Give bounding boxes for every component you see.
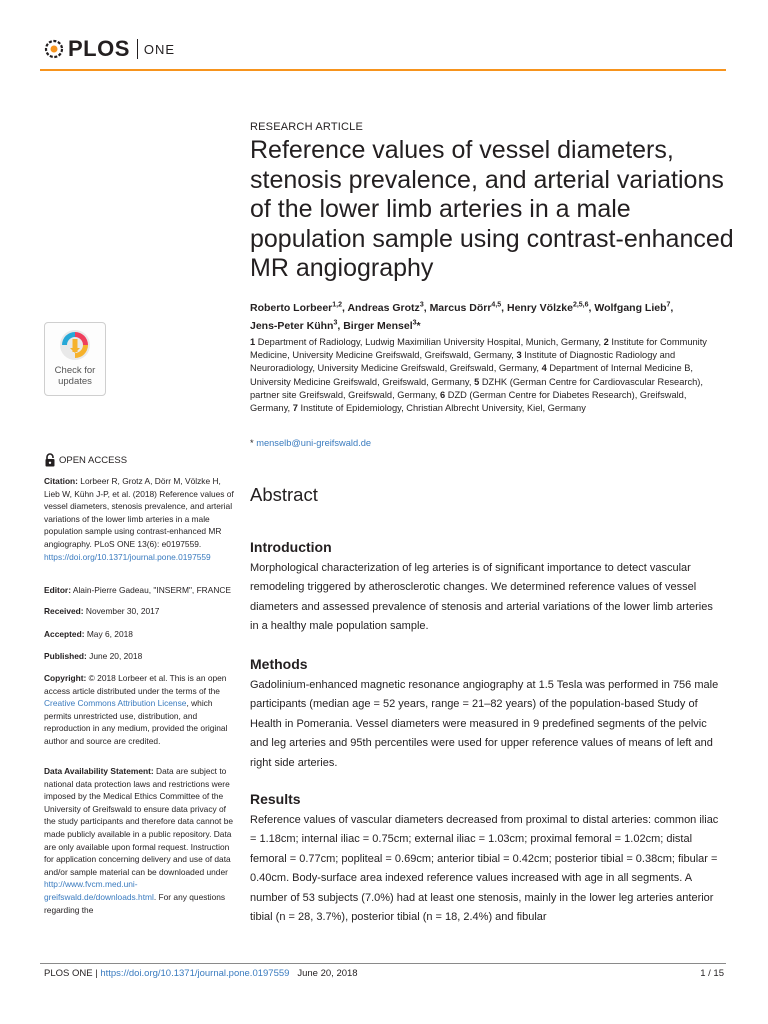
- author[interactable]: Henry Völzke$^{2,5,6}$,: [507, 301, 595, 314]
- author[interactable]: Jens-Peter Kühn$^3$,: [250, 319, 344, 332]
- author[interactable]: Wolfgang Lieb$^7$,: [594, 301, 674, 314]
- data-availability: Data Availability Statement: Data are subject to national data protection laws and restrictions were imposed by the Medical Ethics Committee of the University of Greifswald to ensure data privacy of the study participants and therefore data cannot be made publicly available in a public repository. Data are only available upon formal request. Instruction for application concerning delivery and use of data and/or sample material can be downloaded under http://www.fvcm.med.uni-greifswald.de/downloads.html. For any questions regarding the: [44, 766, 234, 915]
- author[interactable]: Marcus Dörr$^{4,5}$,: [429, 301, 507, 314]
- section-text-methods: Gadolinium-enhanced magnetic resonance angiography at 1.5 Tesla was performed in 756 male participants (median age = 52 years, range = 21–82 years) of the population-based Study of Health in Pomerania. Vessel diameters were measured in 9 predefined segments of the pelvic and leg arteries and 95th percentiles were used for upper reference values of means of left and right side arteries.: [250, 679, 719, 769]
- footer-separator: |: [95, 968, 98, 979]
- page-number: 1 / 15: [700, 968, 724, 979]
- author-list: [250, 297, 720, 334]
- published-date: Published: June 20, 2018: [44, 651, 143, 661]
- page-footer: [44, 968, 358, 979]
- author[interactable]: Roberto Lorbeer$^{1,2}$,: [250, 301, 348, 314]
- license-link[interactable]: Creative Commons Attribution License: [44, 698, 187, 709]
- author[interactable]: Birger Mensel$^3$*: [343, 319, 421, 332]
- citation: Citation: Lorbeer R, Grotz A, Dörr M, Völzke H, Lieb W, Kühn J-P, et al. (2018) Reference values of vessel diameters, stenosis prevalence, and arterial variations of the lower limb arteries in a male population sample using contrast-enhanced MR angiography. PLoS ONE 13(6): e0197559. https://doi.org/10.1371/journal.pone.0197559: [44, 476, 234, 562]
- section-heading-introduction: Introduction: [250, 539, 332, 555]
- footer-date: June 20, 2018: [297, 968, 358, 979]
- open-access: [44, 453, 127, 467]
- accepted-date: Accepted: May 6, 2018: [44, 629, 133, 639]
- logo-subtitle: ONE: [143, 41, 176, 57]
- journal-logo[interactable]: [42, 36, 175, 62]
- section-heading-methods: Methods: [250, 656, 308, 672]
- received-date: Received: November 30, 2017: [44, 606, 160, 616]
- article-title: Reference values of vessel diameters, stenosis prevalence, and arterial variations of the lower limb arteries in a male population sample using contrast-enhanced MR angiography: [250, 136, 734, 282]
- header-rule: [40, 69, 726, 71]
- footer-doi-link[interactable]: https://doi.org/10.1371/journal.pone.0197559: [100, 968, 290, 979]
- plos-logo-icon: [42, 37, 66, 61]
- crossmark-icon: [59, 329, 91, 361]
- corresponding-star: *: [250, 438, 254, 448]
- logo-divider: [137, 39, 138, 59]
- logo-word: PLOS: [68, 36, 130, 61]
- author[interactable]: Andreas Grotz$^3$,: [347, 301, 430, 314]
- affiliations: 1 Department of Radiology, Ludwig Maximilian University Hospital, Munich, Germany, 2 Institute for Community Medicine, University Medicine Greifswald, Greifswald, Germany, 3 Institute of Diagnostic Radiology and Neuroradiology, University Medicine Greifswald, Greifswald, Germany, 4 Department of Internal Medicine B, University Medicine Greifswald, Greifswald, Germany, 5 DZHK (German Centre for Cardiovascular Research), partner site Greifswald, Greifswald, Germany, 6 DZD (German Centre for Diabetes Research), Greifswald, Germany, 7 Institute of Epidemiology, Christian Albrecht University, Kiel, Germany: [250, 337, 707, 414]
- badge-label: Check for updates: [54, 365, 96, 387]
- data-download-link[interactable]: http://www.fvcm.med.uni-greifswald.de/downloads.html: [44, 879, 154, 902]
- footer-journal: PLOS ONE: [44, 968, 93, 979]
- check-for-updates-badge[interactable]: [44, 322, 106, 396]
- citation-doi-link[interactable]: https://doi.org/10.1371/journal.pone.0197559: [44, 551, 211, 562]
- open-lock-icon: [44, 453, 56, 467]
- section-heading-results: Results: [250, 791, 301, 807]
- section-text-introduction: Morphological characterization of leg arteries is of significant importance to detect vascular remodeling triggered by atherosclerotic changes. We determined reference values of vessel diameters and assessed prevalence of stenosis and arterial variations of the lower limb arteries in a healthy male population sample.: [250, 562, 713, 633]
- corresponding-email-link[interactable]: menselb@uni-greifswald.de: [256, 438, 372, 448]
- editor-info: Editor: Alain-Pierre Gadeau, "INSERM", FRANCE: [44, 585, 231, 595]
- copyright: Copyright: © 2018 Lorbeer et al. This is an open access article distributed under the terms of the Creative Commons Attribution License, which permits unrestricted use, distribution, and reproduction in any medium, provided the original author and source are credited.: [44, 673, 228, 746]
- section-text-results: Reference values of vascular diameters decreased from proximal to distal arteries: common iliac = 1.18cm; internal iliac = 0.75cm; external iliac = 1.03cm; proximal femoral = 1.02cm; distal femoral = 0.77cm; popliteal = 0.69cm; anterior tibial = 0.42cm; posterior tibial = 0.38cm; fibular = 0.40cm. Body-surface area indexed reference values increased with age in all segments. A number of 53 subjects (7.0%) had at least one stenosis, mainly in the lower leg arteries anterior tibial (n = 28, 3.7%), posterior tibial (n = 18, 2.4%) and fibular: [250, 814, 719, 924]
- footer-rule: [40, 963, 726, 964]
- article-type: RESEARCH ARTICLE: [250, 121, 364, 133]
- corresponding-author: [250, 438, 371, 448]
- open-access-label: OPEN ACCESS: [59, 454, 128, 466]
- abstract-heading: Abstract: [250, 484, 318, 505]
